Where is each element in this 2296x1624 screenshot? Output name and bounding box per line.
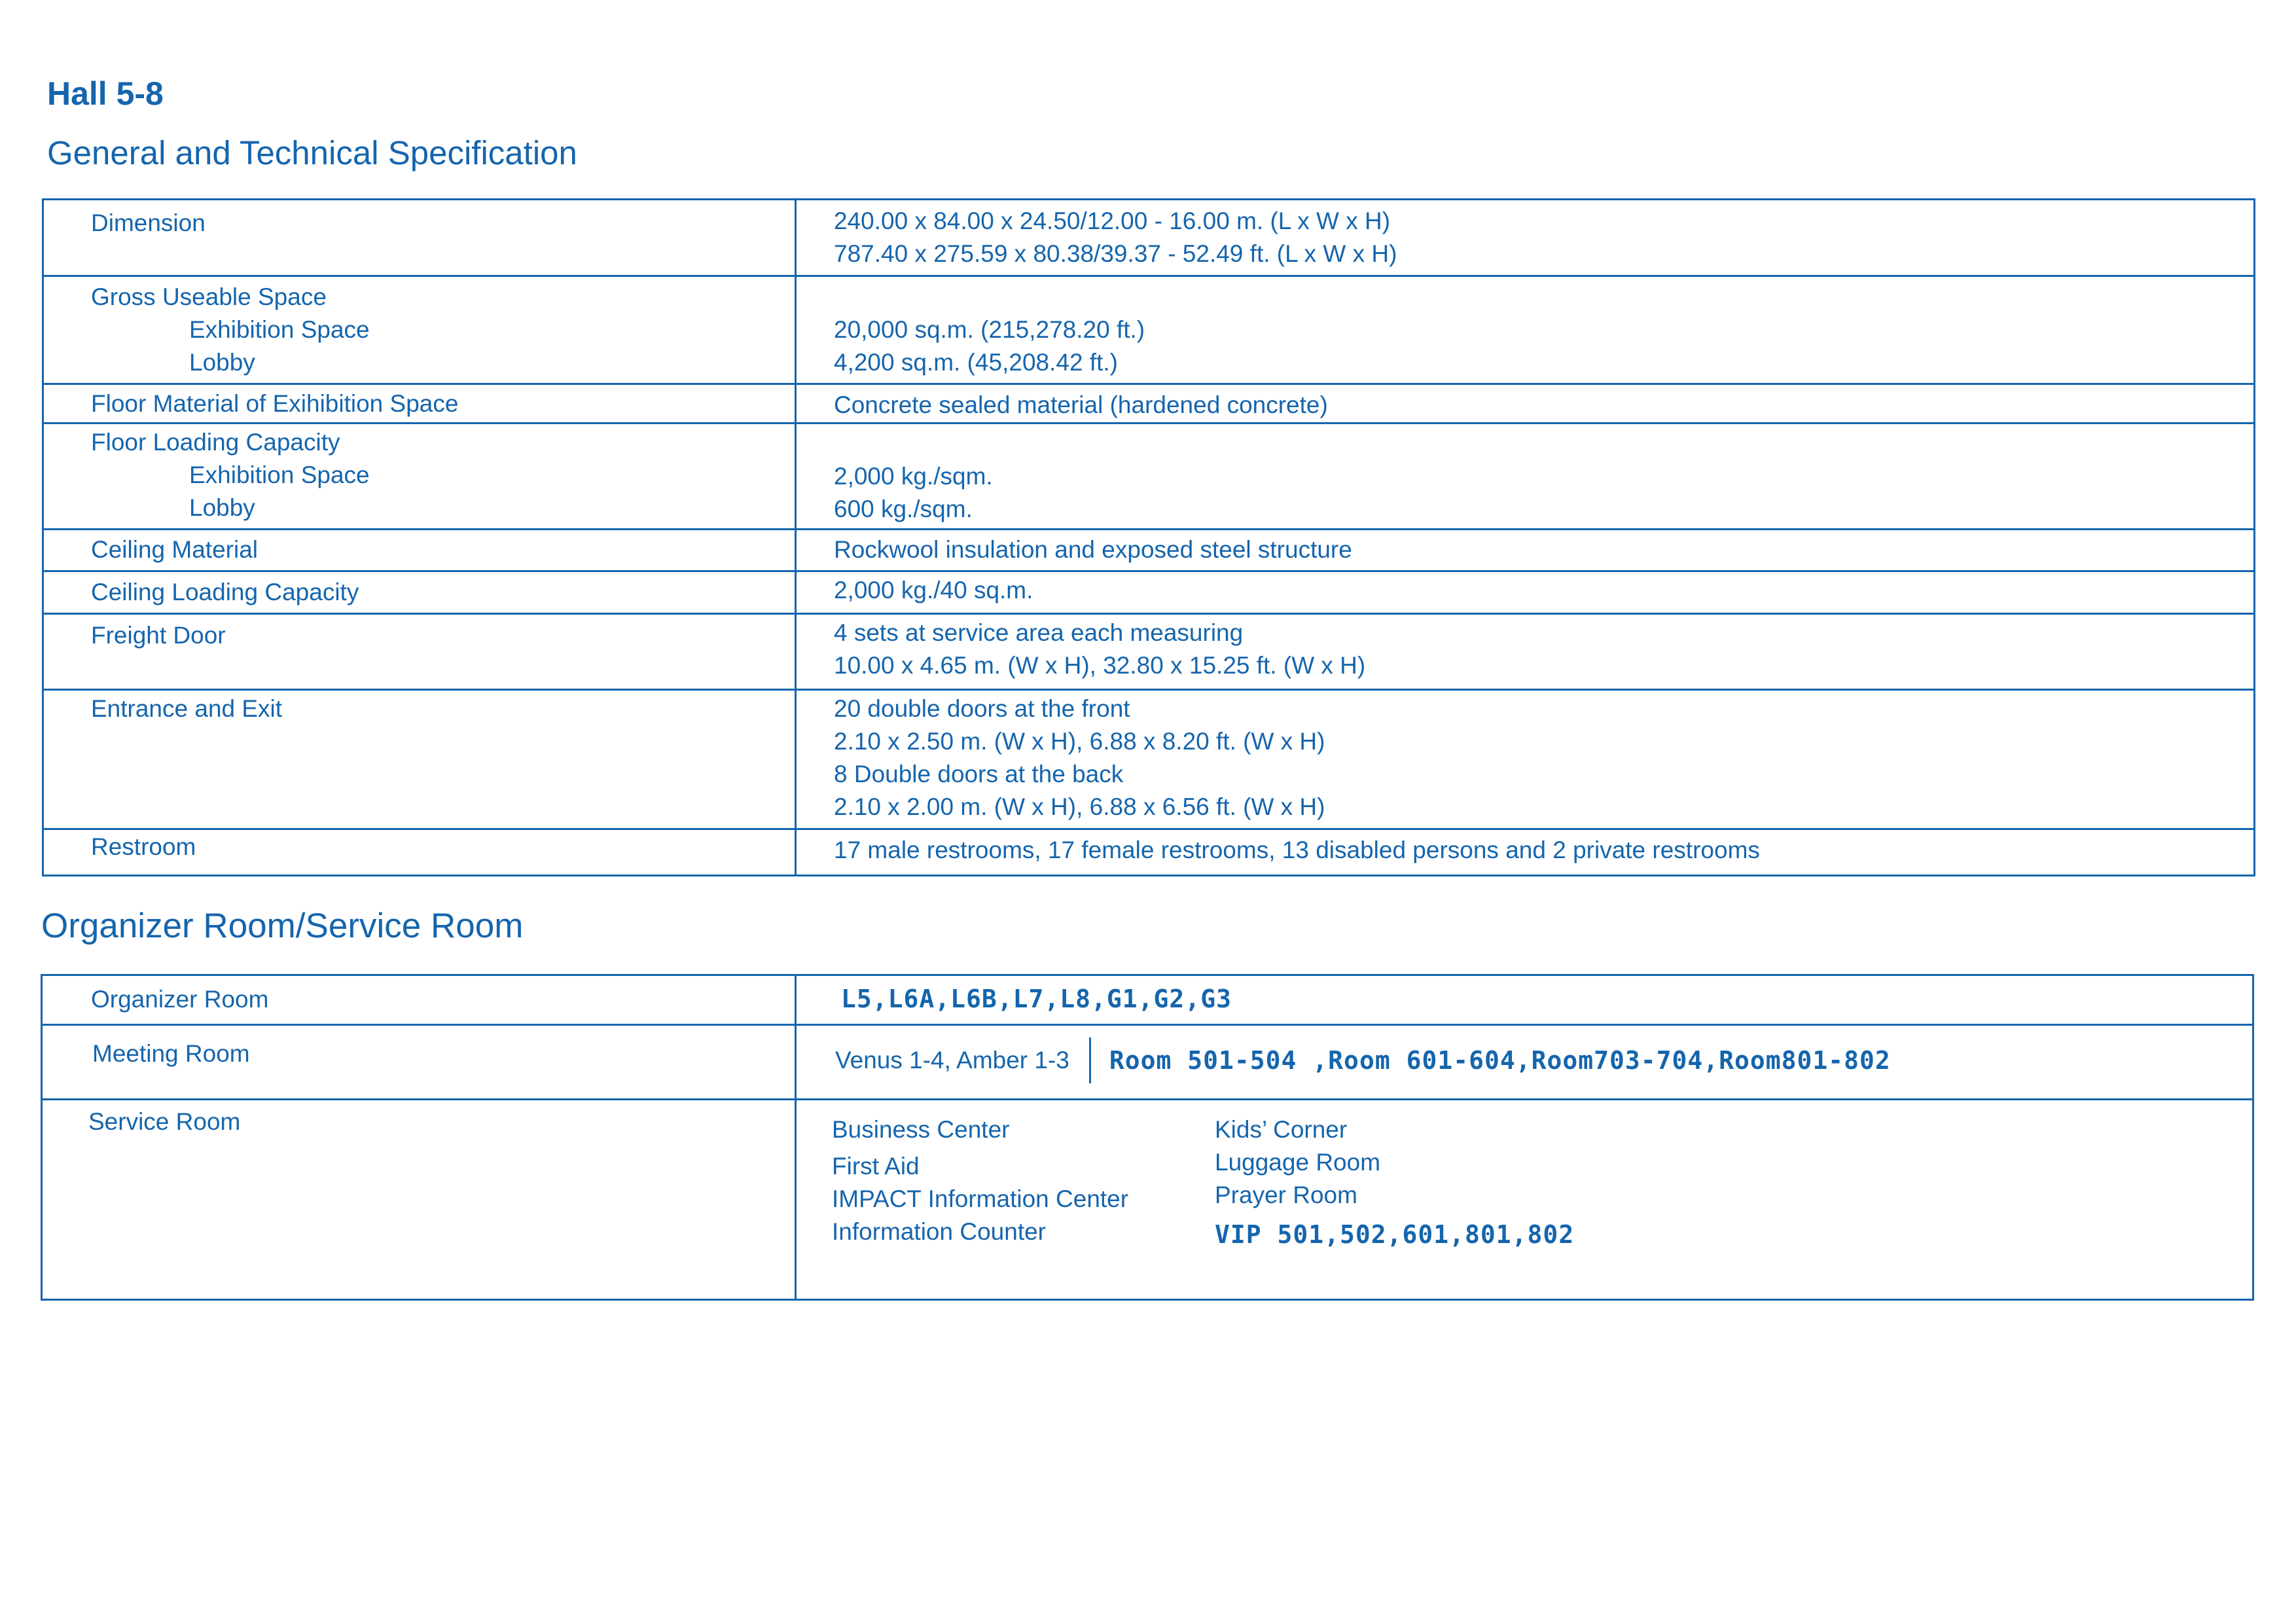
entrance-line: 2.10 x 2.00 m. (W x H), 6.88 x 6.56 ft. (W x H) [834, 793, 1325, 820]
dimension-line-metric: 240.00 x 84.00 x 24.50/12.00 - 16.00 m. (L x W x H) [834, 208, 1391, 234]
floor-loading-label-text: Floor Loading Capacity [91, 429, 340, 456]
organizer-room-value-text: L5,L6A,L6B,L7,L8,G1,G2,G3 [841, 984, 1232, 1013]
ceiling-material-label [43, 530, 796, 571]
dimension-label-text: Dimension [91, 209, 206, 236]
meeting-room-label-text: Meeting Room [92, 1040, 250, 1067]
table-row [43, 530, 2255, 571]
entrance-label [43, 690, 796, 829]
restroom-value [796, 829, 2255, 876]
meeting-room-value [796, 1025, 2253, 1100]
organizer-room-value [796, 975, 2253, 1025]
ceiling-loading-value-text: 2,000 kg./40 sq.m. [834, 577, 1033, 604]
gross-lobby-value: 4,200 sq.m. (45,208.42 ft.) [834, 349, 1118, 376]
organizer-table [41, 974, 2254, 1301]
restroom-label [43, 829, 796, 876]
service-room-col2 [1215, 1113, 1804, 1251]
gross-space-label [43, 276, 796, 384]
gross-exhibition-value: 20,000 sq.m. (215,278.20 ft.) [834, 316, 1145, 343]
floor-exhibition-value: 2,000 kg./sqm. [834, 463, 993, 490]
hall-title: Hall 5-8 [47, 75, 164, 112]
ceiling-loading-value [796, 571, 2255, 614]
floor-material-value-text: Concrete sealed material (hardened concrete) [834, 391, 1328, 418]
spec-table [42, 198, 2255, 876]
table-row [43, 690, 2255, 829]
freight-door-line: 10.00 x 4.65 m. (W x H), 32.80 x 15.25 ft. (W x H) [834, 652, 1366, 679]
freight-door-line: 4 sets at service area each measuring [834, 619, 1244, 646]
entrance-value [796, 690, 2255, 829]
gross-exhibition-label: Exhibition Space [189, 316, 370, 343]
table-row [43, 829, 2255, 876]
table-row [43, 200, 2255, 276]
meeting-room-label [42, 1025, 796, 1100]
restroom-label-text: Restroom [91, 833, 196, 860]
service-room-label [42, 1100, 796, 1300]
organizer-title: Organizer Room/Service Room [41, 907, 524, 945]
organizer-room-label [42, 975, 796, 1025]
floor-material-label-text: Floor Material of Exihibition Space [91, 390, 459, 417]
dimension-value [796, 200, 2255, 276]
gross-lobby-label: Lobby [189, 349, 255, 376]
list-item: First Aid [832, 1153, 920, 1180]
entrance-line: 2.10 x 2.50 m. (W x H), 6.88 x 8.20 ft. (W x H) [834, 728, 1325, 755]
floor-exhibition-label: Exhibition Space [189, 461, 370, 488]
floor-material-label [43, 384, 796, 424]
floor-loading-label [43, 424, 796, 530]
table-row [43, 571, 2255, 614]
floor-loading-value [796, 424, 2255, 530]
table-row [43, 384, 2255, 424]
entrance-line: 8 Double doors at the back [834, 761, 1124, 787]
list-item: Prayer Room [1215, 1182, 1357, 1208]
list-item: Luggage Room [1215, 1149, 1381, 1176]
list-item: Business Center [832, 1116, 1010, 1143]
spec-title: General and Technical Specification [47, 134, 577, 171]
entrance-label-text: Entrance and Exit [91, 695, 283, 722]
list-item: IMPACT Information Center [832, 1185, 1129, 1212]
ceiling-material-value [796, 530, 2255, 571]
ceiling-material-label-text: Ceiling Material [91, 536, 258, 563]
table-row [43, 614, 2255, 690]
ceiling-loading-label-text: Ceiling Loading Capacity [91, 579, 359, 605]
meeting-room-rooms: Room 501-504 ,Room 601-604,Room703-704,Room801-802 [1109, 1046, 1891, 1075]
gross-space-label-text: Gross Useable Space [91, 283, 327, 310]
freight-door-label-text: Freight Door [91, 622, 226, 649]
floor-lobby-value: 600 kg./sqm. [834, 496, 973, 522]
freight-door-value [796, 614, 2255, 690]
dimension-label [43, 200, 796, 276]
gross-space-value [796, 276, 2255, 384]
table-row [42, 975, 2253, 1025]
ceiling-material-value-text: Rockwool insulation and exposed steel structure [834, 536, 1352, 563]
restroom-value-text: 17 male restrooms, 17 female restrooms, 13 disabled persons and 2 private restrooms [834, 837, 1760, 863]
floor-material-value [796, 384, 2255, 424]
service-room-label-text: Service Room [88, 1108, 241, 1135]
meeting-room-divider [1089, 1038, 1091, 1083]
table-row [42, 1025, 2253, 1100]
floor-lobby-label: Lobby [189, 494, 255, 521]
service-room-col1 [832, 1113, 1215, 1251]
meeting-room-venus: Venus 1-4, Amber 1-3 [835, 1047, 1069, 1074]
entrance-line: 20 double doors at the front [834, 695, 1130, 722]
list-item: Kids’ Corner [1215, 1116, 1348, 1143]
organizer-room-label-text: Organizer Room [91, 986, 269, 1013]
service-room-value [796, 1100, 2253, 1300]
list-item: VIP 501,502,601,801,802 [1215, 1220, 1575, 1249]
ceiling-loading-label [43, 571, 796, 614]
table-row [43, 424, 2255, 530]
freight-door-label [43, 614, 796, 690]
dimension-line-imperial: 787.40 x 275.59 x 80.38/39.37 - 52.49 ft. (L x W x H) [834, 240, 1397, 267]
table-row [42, 1100, 2253, 1300]
table-row [43, 276, 2255, 384]
list-item: Information Counter [832, 1218, 1047, 1245]
